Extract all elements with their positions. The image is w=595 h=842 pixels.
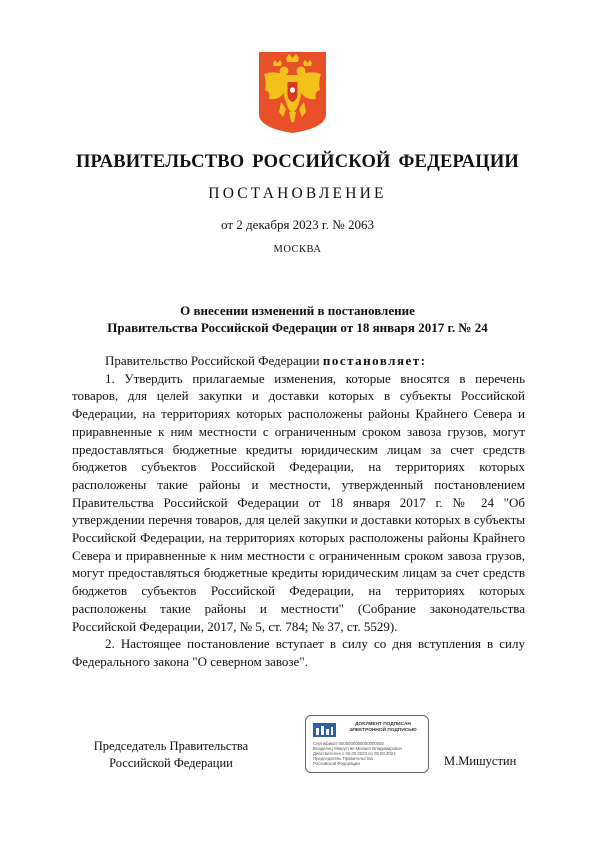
government-name: ПРАВИТЕЛЬСТВО РОССИЙСКОЙ ФЕДЕРАЦИИ	[75, 152, 520, 172]
stamp-heading-line-2: ЭЛЕКТРОННОЙ ПОДПИСЬЮ	[349, 728, 417, 733]
signer-name: М.Мишустин	[444, 754, 517, 768]
document-date-number: от 2 декабря 2023 г. № 2063	[221, 217, 374, 232]
stamp-heading-line-1: ДОКУМЕНТ ПОДПИСАН	[355, 722, 411, 727]
document-subject	[60, 302, 535, 336]
subject-line-2: Правительства Российской Федерации от 18 января 2017 г. № 24	[107, 320, 488, 335]
stamp-validity: Действителен с 00.00.2023 по 00.00.2024	[313, 751, 396, 756]
stamp-certificate: Сертификат 0000000000000000000	[313, 741, 384, 746]
signer-position	[76, 738, 266, 772]
document-type: ПОСТАНОВЛЕНИЕ	[208, 185, 387, 202]
document-city: МОСКВА	[273, 244, 322, 255]
stamp-position-line-1: Председатель Правительства	[313, 756, 373, 761]
paragraph-1: 1. Утвердить прилагаемые изменения, которые вносятся в перечень товаров, для целей закупки и доставки которых в субъекты Российской Федерации, на территориях которых расположены районы Крайнего Севера и приравненные к ним местности с ограниченным сроком завоза грузов, могут предоставляться бюджетные кредиты юридическим лицам за счет средств бюджетов субъектов Российской Федерации, на территориях которых расположены такие районы и местности, утвержденный постановлением Правительства Российской Федерации от 18 января 2017 г. № 24 "Об утверждении перечня товаров, для целей закупки и доставки которых в субъекты Российской Федерации, на территориях которых расположены районы Крайнего Севера и приравненные к ним местности с ограниченным сроком завоза грузов, могут предоставляться бюджетные кредиты юридическим лицам за счет средств бюджетов субъектов Российской Федерации, на территориях которых расположены такие районы и местности" (Собрание законодательства Российской Федерации, 2017, № 5, ст. 784; № 37, ст. 5529).	[72, 370, 525, 634]
signer-position-line-1: Председатель Правительства	[93, 739, 249, 753]
digital-signature-logo-icon	[313, 723, 336, 737]
stamp-heading	[342, 722, 424, 734]
paragraph-2: 2. Настоящее постановление вступает в силу со дня вступления в силу Федерального закона "О северном завозе".	[72, 636, 525, 669]
document-body	[72, 352, 525, 671]
coat-of-arms-emblem	[259, 52, 326, 133]
preamble-lead: Правительство Российской Федерации	[105, 353, 323, 368]
stamp-owner: Владелец Мишустин Михаил Владимирович	[313, 746, 402, 751]
stamp-position-line-2: Российской Федерации	[313, 761, 360, 766]
electronic-signature-stamp	[305, 715, 429, 773]
subject-line-1: О внесении изменений в постановление	[180, 303, 415, 318]
preamble	[72, 352, 525, 370]
preamble-decree-word: постановляет:	[322, 353, 427, 368]
signer-position-line-2: Российской Федерации	[109, 756, 233, 770]
